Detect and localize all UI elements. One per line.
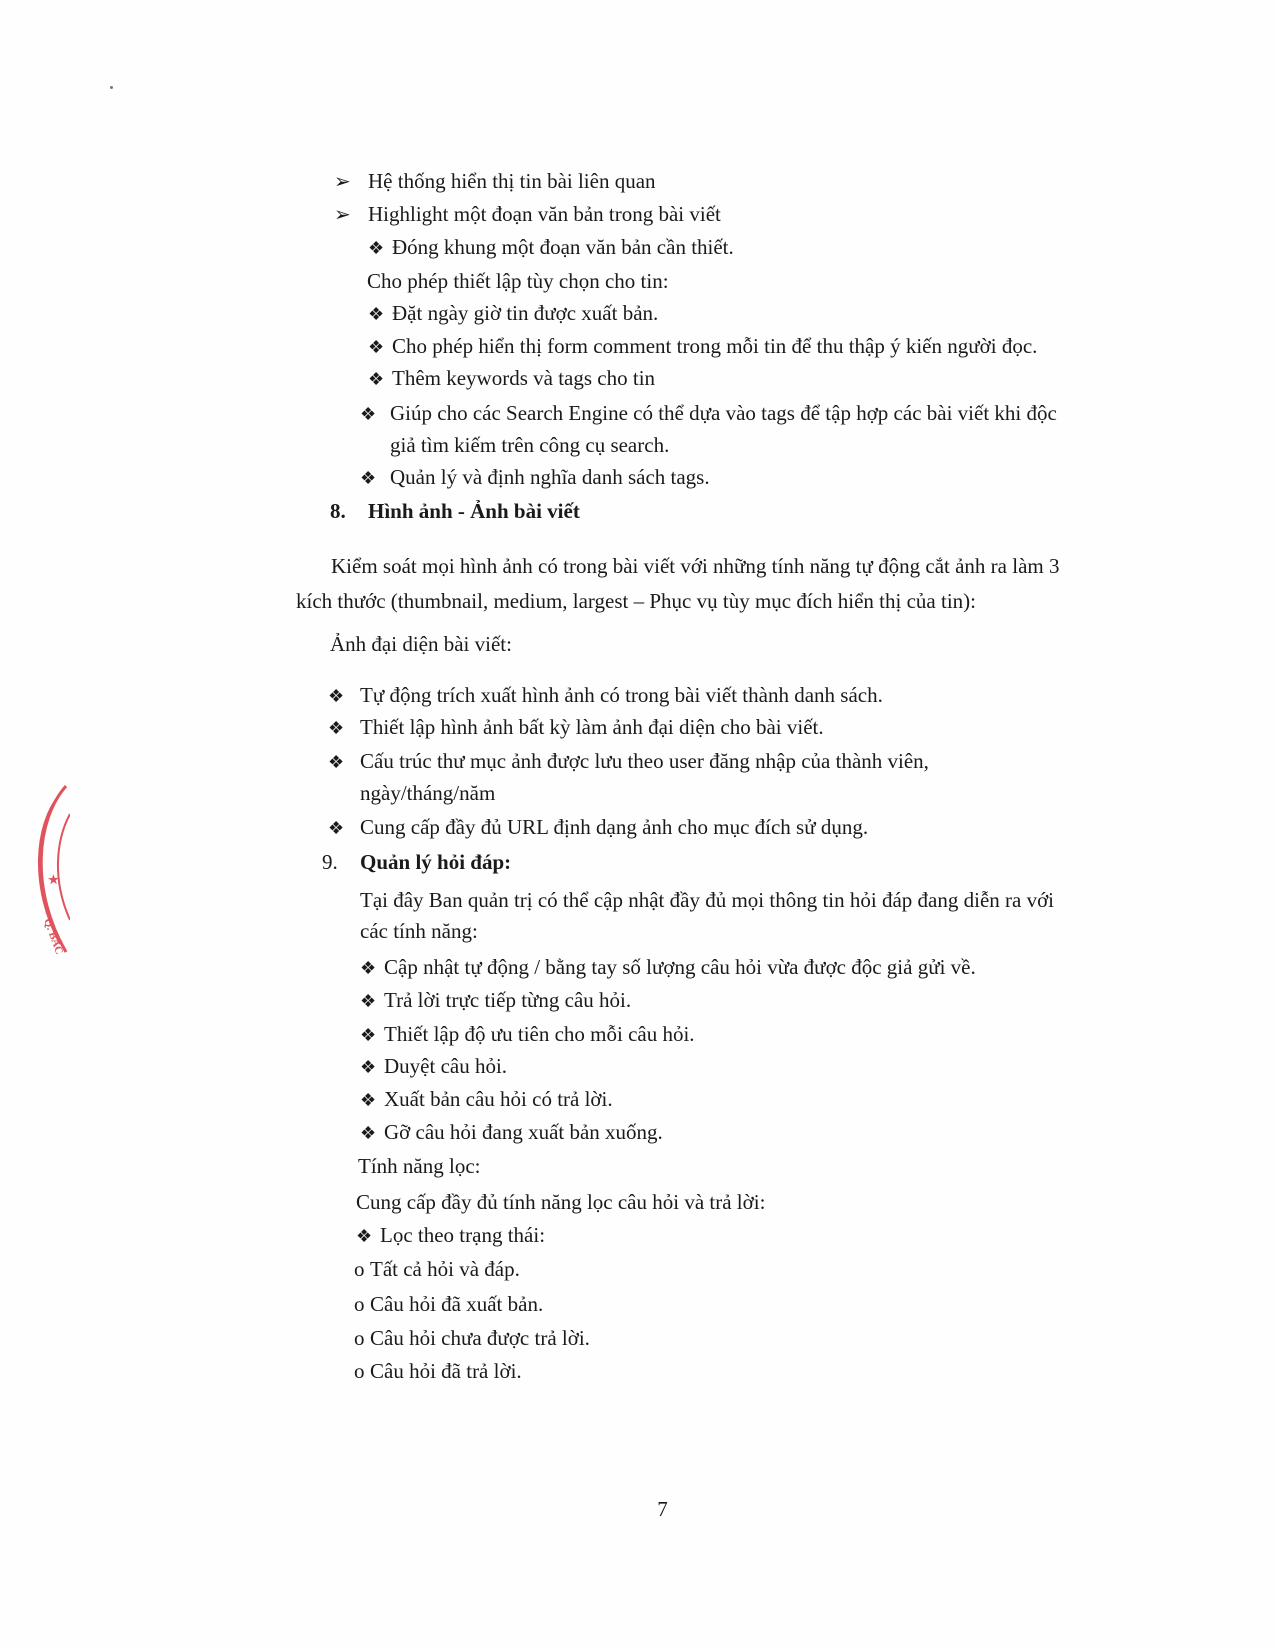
diamond-bullet-icon: ❖ xyxy=(360,1025,377,1045)
line-text: Lọc theo trạng thái: xyxy=(380,1223,546,1247)
line-text: Tự động trích xuất hình ảnh có trong bài viết thành danh sách. xyxy=(360,683,883,707)
diamond-bullet-icon: ❖ xyxy=(328,818,345,838)
diamond-bullet-icon: ❖ xyxy=(360,404,377,424)
line-text: Cho phép thiết lập tùy chọn cho tin: xyxy=(367,269,669,293)
section-title: Quản lý hỏi đáp: xyxy=(360,850,512,874)
bullet-line xyxy=(360,987,631,1014)
bullet-line xyxy=(328,682,883,709)
red-seal-stamp-icon xyxy=(26,780,70,960)
bullet-line xyxy=(328,748,929,775)
line-text: Duyệt câu hỏi. xyxy=(384,1054,508,1078)
bullet-line xyxy=(368,333,1037,360)
bullet-line xyxy=(360,1021,695,1048)
diamond-bullet-icon: ❖ xyxy=(368,337,385,357)
paragraph-line xyxy=(330,631,512,657)
scan-speck xyxy=(110,86,113,89)
diamond-bullet-icon: ❖ xyxy=(360,991,377,1011)
sub-bullet-line xyxy=(354,1358,522,1384)
line-text: Thêm keywords và tags cho tin xyxy=(392,366,656,390)
line-text: Highlight một đoạn văn bản trong bài viết xyxy=(368,202,721,226)
line-text: Ảnh đại diện bài viết: xyxy=(330,632,512,656)
sub-bullet-line xyxy=(354,1325,590,1351)
bullet-line xyxy=(334,201,721,228)
line-text: Đóng khung một đoạn văn bản cần thiết. xyxy=(392,235,734,259)
line-text: Tính năng lọc: xyxy=(358,1154,481,1178)
page-number: 7 xyxy=(657,1497,668,1521)
line-text: kích thước (thumbnail, medium, largest – Phục vụ tùy mục đích hiển thị của tin): xyxy=(296,589,976,613)
line-text: ngày/tháng/năm xyxy=(360,781,496,805)
diamond-bullet-icon: ❖ xyxy=(360,958,377,978)
circle-bullet-icon: o xyxy=(354,1257,365,1281)
line-text: Cập nhật tự động / bằng tay số lượng câu hỏi vừa được độc giả gửi về. xyxy=(384,955,976,979)
diamond-bullet-icon: ❖ xyxy=(360,1090,377,1110)
section-title: Hình ảnh - Ảnh bài viết xyxy=(368,499,580,523)
bullet-line xyxy=(360,1119,663,1146)
line-text: Câu hỏi chưa được trả lời. xyxy=(370,1326,590,1350)
line-text: Giúp cho các Search Engine có thể dựa vào tags để tập hợp các bài viết khi độc xyxy=(390,401,1057,425)
line-text: Tất cả hỏi và đáp. xyxy=(370,1257,520,1281)
line-text: các tính năng: xyxy=(360,919,478,943)
section-heading xyxy=(322,849,511,875)
bullet-line xyxy=(360,1053,507,1080)
circle-bullet-icon: o xyxy=(354,1326,365,1350)
diamond-bullet-icon: ❖ xyxy=(368,238,385,258)
bullet-line xyxy=(360,954,976,981)
diamond-bullet-icon: ❖ xyxy=(328,686,345,706)
diamond-bullet-icon: ❖ xyxy=(360,1057,377,1077)
line-text: Hệ thống hiển thị tin bài liên quan xyxy=(368,169,656,193)
diamond-bullet-icon: ❖ xyxy=(356,1226,373,1246)
bullet-line xyxy=(368,365,655,392)
diamond-bullet-icon: ❖ xyxy=(328,752,345,772)
line-text: Thiết lập hình ảnh bất kỳ làm ảnh đại diện cho bài viết. xyxy=(360,715,824,739)
bullet-line xyxy=(360,464,710,491)
diamond-bullet-icon: ❖ xyxy=(328,718,345,738)
section-heading xyxy=(330,498,580,524)
sub-bullet-line xyxy=(354,1291,543,1317)
paragraph-line xyxy=(360,780,495,806)
paragraph-line xyxy=(360,887,1054,913)
paragraph-line xyxy=(356,1189,765,1215)
circle-bullet-icon: o xyxy=(354,1292,365,1316)
bullet-line xyxy=(368,234,734,261)
bullet-line xyxy=(334,168,656,195)
section-number: 8. xyxy=(330,499,346,523)
diamond-bullet-icon: ❖ xyxy=(360,468,377,488)
paragraph-line xyxy=(331,553,1059,579)
line-text: Gỡ câu hỏi đang xuất bản xuống. xyxy=(384,1120,663,1144)
line-text: Cho phép hiển thị form comment trong mỗi tin để thu thập ý kiến người đọc. xyxy=(392,334,1038,358)
line-text: Câu hỏi đã xuất bản. xyxy=(370,1292,544,1316)
circle-bullet-icon: o xyxy=(354,1359,365,1383)
bullet-line xyxy=(328,814,868,841)
line-text: Kiểm soát mọi hình ảnh có trong bài viết với những tính năng tự động cắt ảnh ra làm 3 xyxy=(331,554,1060,578)
sub-bullet-line xyxy=(354,1256,520,1282)
line-text: Câu hỏi đã trả lời. xyxy=(370,1359,522,1383)
bullet-line xyxy=(328,714,824,741)
bullet-line xyxy=(356,1222,545,1249)
bullet-line xyxy=(360,1086,613,1113)
diamond-bullet-icon: ❖ xyxy=(368,304,385,324)
arrow-bullet-icon: ➢ xyxy=(334,171,351,193)
section-number: 9. xyxy=(322,850,338,874)
line-text: Tại đây Ban quản trị có thể cập nhật đầy đủ mọi thông tin hỏi đáp đang diễn ra với xyxy=(360,888,1055,912)
line-text: Quản lý và định nghĩa danh sách tags. xyxy=(390,465,710,489)
paragraph-line xyxy=(296,588,976,614)
arrow-bullet-icon: ➢ xyxy=(334,204,351,226)
diamond-bullet-icon: ❖ xyxy=(368,369,385,389)
paragraph-line xyxy=(360,918,478,944)
line-text: Xuất bản câu hỏi có trả lời. xyxy=(384,1087,613,1111)
line-text: giả tìm kiếm trên công cụ search. xyxy=(390,433,670,457)
svg-text:★: ★ xyxy=(45,872,63,888)
line-text: Trả lời trực tiếp từng câu hỏi. xyxy=(384,988,632,1012)
bullet-line xyxy=(360,400,1057,427)
line-text: Đặt ngày giờ tin được xuất bản. xyxy=(392,301,659,325)
paragraph-line xyxy=(358,1153,480,1179)
diamond-bullet-icon: ❖ xyxy=(360,1123,377,1143)
paragraph-line xyxy=(390,432,669,458)
line-text: Cung cấp đầy đủ tính năng lọc câu hỏi và trả lời: xyxy=(356,1190,766,1214)
line-text: Thiết lập độ ưu tiên cho mỗi câu hỏi. xyxy=(384,1022,695,1046)
line-text: Cung cấp đầy đủ URL định dạng ảnh cho mục đích sử dụng. xyxy=(360,815,869,839)
line-text: Cấu trúc thư mục ảnh được lưu theo user đăng nhập của thành viên, xyxy=(360,749,929,773)
bullet-line xyxy=(368,300,658,327)
paragraph-line xyxy=(367,268,669,294)
svg-text:Q. BẮC: Q. BẮC xyxy=(41,916,66,957)
